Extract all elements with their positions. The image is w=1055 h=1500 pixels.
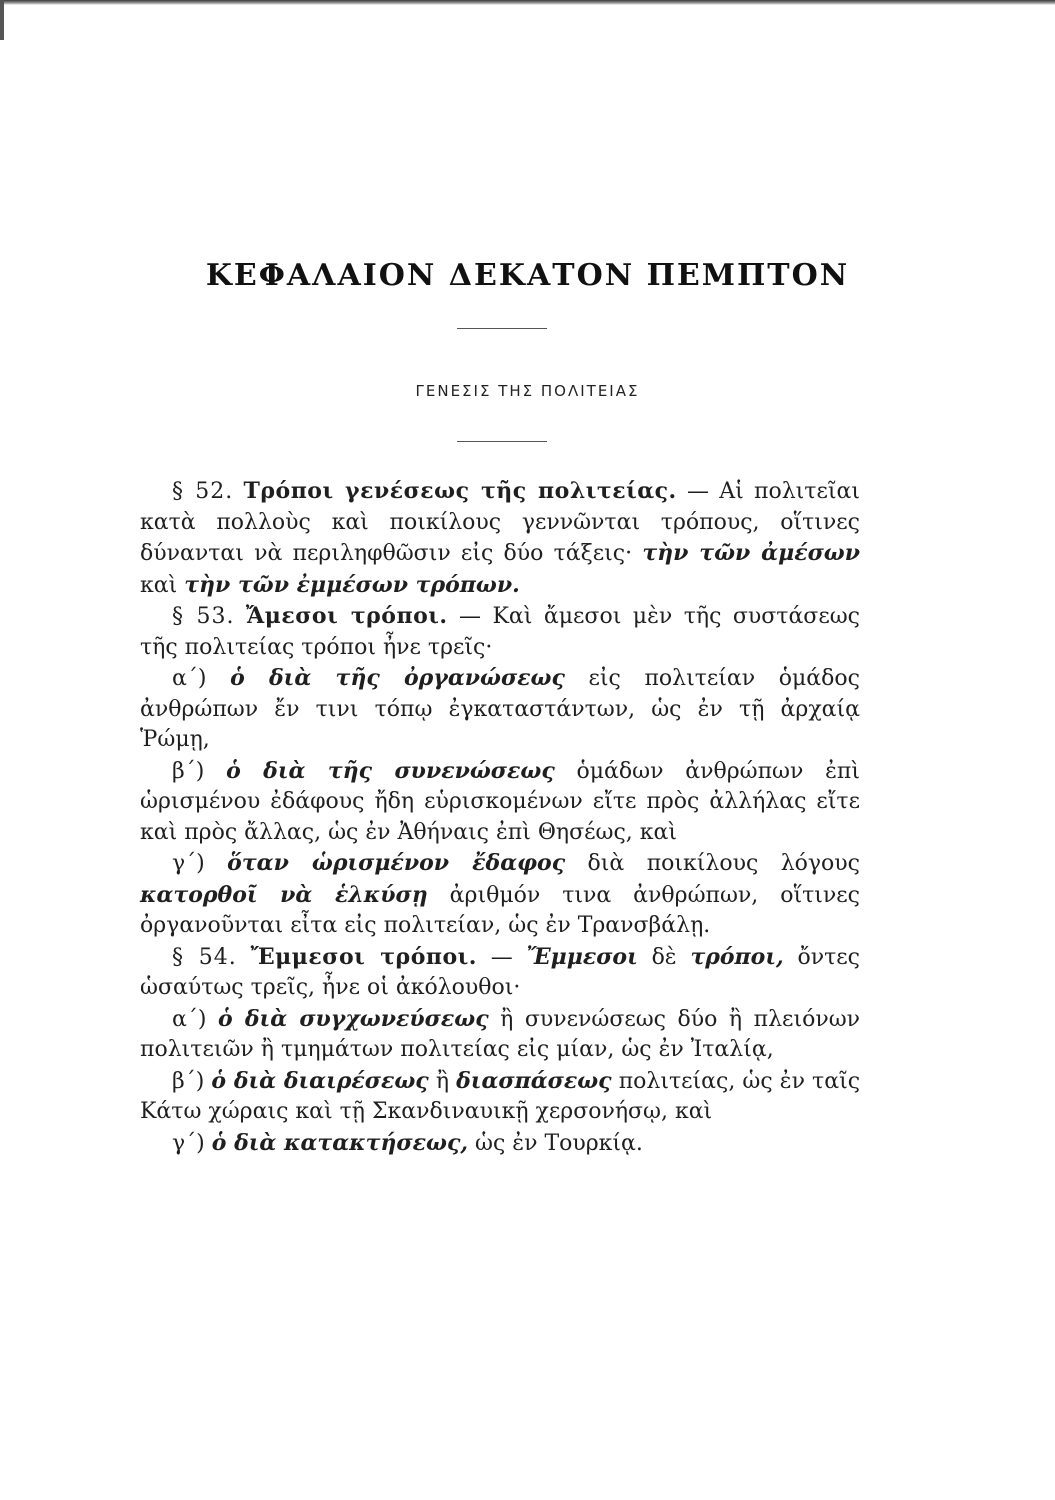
body-text: εἰς πολιτείαν ὁμάδος ἀνθρώπων ἔν τινι τόπῳ ἐγκαταστάντων, ὡς ἐν τῇ ἀρχαίᾳ Ῥώμῃ, — [140, 666, 860, 752]
chapter-title: ΚΕΦΑΛΑΙΟΝ ΔΕΚΑΤΟΝ ΠΕΜΠΤΟΝ — [205, 258, 850, 293]
item-label: γ΄) — [172, 851, 205, 876]
emphasis: τὴν τῶν ἀμέσων — [642, 540, 861, 566]
section-number: § 53. — [172, 604, 235, 629]
list-item-53a — [140, 663, 860, 756]
item-label: α΄) — [172, 1006, 207, 1032]
paragraph-54 — [140, 942, 860, 1004]
section-heading: Τρόποι γενέσεως τῆς πολιτείας. — [243, 478, 677, 504]
body-text: ὡς ἐν Τουρκίᾳ. — [475, 1130, 643, 1156]
list-item-54a — [140, 1004, 860, 1066]
body-text: ἢ — [435, 1068, 450, 1094]
scan-edge-left — [0, 0, 4, 40]
dash: — — [447, 604, 493, 629]
divider-top — [457, 328, 547, 329]
section-subtitle: ΓΕΝΕΣΙΣ ΤΗΣ ΠΟΛΙΤΕΙΑΣ — [415, 382, 640, 400]
section-heading: Ἄμεσοι τρόποι. — [245, 603, 448, 629]
emphasis: τρόποι, — [690, 943, 784, 970]
list-item-53c — [140, 848, 860, 942]
paragraph-52 — [140, 476, 860, 601]
item-label: α΄) — [172, 666, 207, 691]
list-item-53b — [140, 756, 860, 849]
body-text: ὁμάδων ἀνθρώπων ἐπὶ ὡρισμένου ἐδάφους ἤδη εὑρισκομένων εἴτε πρὸς ἀλλήλας εἴτε καὶ πρὸς ἄλλας, ὡς ἐν Ἀθήναις ἐπὶ Θησέως, καὶ — [140, 758, 860, 845]
scan-edge — [0, 0, 1055, 5]
body-text: Αἱ πολιτεῖαι κατὰ πολλοὺς καὶ ποικίλους γεννῶνται τρόπους, οἵτινες δύνανται νὰ περιληφθῶσιν εἰς δύο τάξεις· — [140, 479, 860, 566]
emphasis: ὁ διὰ τῆς ὀργανώσεως — [230, 665, 565, 691]
emphasis: Ἔμμεσοι — [526, 943, 638, 970]
item-label: β΄) — [172, 1068, 205, 1094]
emphasis: τὴν τῶν ἐμμέσων τρόπων. — [184, 571, 520, 598]
item-label: β΄) — [172, 758, 205, 784]
text-body — [140, 476, 860, 1159]
body-text: ὄντες ὡσαύτως τρεῖς, ἦνε οἱ ἀκόλουθοι· — [140, 944, 860, 1000]
body-text: Καὶ ἄμεσοι μὲν τῆς συστάσεως τῆς πολιτείας τρόποι ἦνε τρεῖς· — [140, 604, 860, 660]
body-text: ἢ συνενώσεως δύο ἢ πλειόνων πολιτειῶν ἢ τμημάτων πολιτείας εἰς μίαν, ὡς ἐν Ἰταλίᾳ, — [140, 1006, 861, 1062]
emphasis: κατορθοῖ νὰ ἑλκύσῃ — [140, 881, 428, 908]
emphasis: διασπάσεως — [456, 1067, 612, 1094]
list-item-54b — [140, 1066, 860, 1128]
section-heading: Ἔμμεσοι τρόποι. — [250, 943, 477, 970]
emphasis: ὁ διὰ τῆς συνενώσεως — [226, 757, 555, 784]
emphasis: ὅταν ὡρισμένον ἔδαφος — [227, 850, 566, 876]
dash: — — [676, 479, 720, 504]
body-text: ἀριθμόν τινα ἀνθρώπων, οἵτινες ὀργανοῦνται εἶτα εἰς πολιτείαν, ὡς ἐν Τρανσβάλῃ. — [140, 882, 860, 938]
item-label: γ΄) — [172, 1130, 205, 1156]
emphasis: ὁ διὰ κατακτήσεως, — [211, 1129, 469, 1156]
section-number: § 52. — [172, 479, 234, 504]
section-number: § 54. — [172, 944, 237, 970]
body-text: διὰ ποικίλους λόγους — [587, 851, 860, 876]
dash: — — [476, 944, 527, 970]
emphasis: ὁ διὰ συγχωνεύσεως — [218, 1005, 489, 1032]
paragraph-53 — [140, 601, 860, 663]
divider-bottom — [457, 441, 547, 442]
body-text: δὲ — [651, 944, 677, 970]
list-item-54c — [140, 1128, 860, 1160]
emphasis: ὁ διὰ διαιρέσεως — [211, 1067, 429, 1094]
body-text: καὶ — [140, 572, 178, 598]
body-text: πολιτείας, ὡς ἐν ταῖς Κάτω χώραις καὶ τῇ Σκανδιναυικῇ χερσονήσῳ, καὶ — [140, 1068, 861, 1124]
